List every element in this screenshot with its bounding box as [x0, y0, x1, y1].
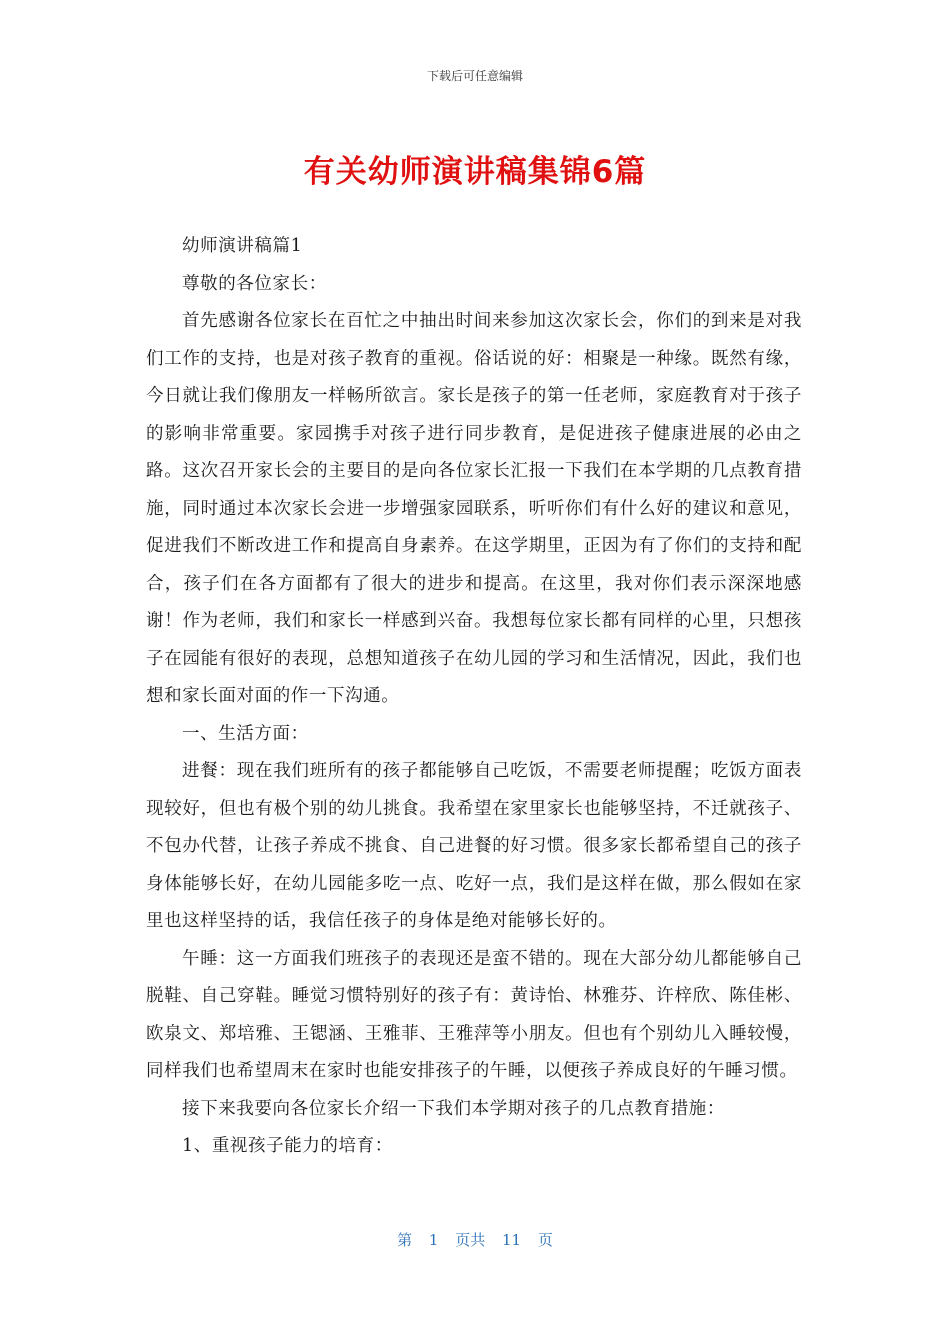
- body-paragraph: 午睡：这一方面我们班孩子的表现还是蛮不错的。现在大部分幼儿都能够自己脱鞋、自己穿鞋。睡觉习惯特别好的孩子有：黄诗怡、林雅芬、许梓欣、陈佳彬、欧泉文、郑培雅、王锶涵、王雅菲、王雅萍等小朋友。但也有个别幼儿入睡较慢，同样我们也希望周末在家时也能安排孩子的午睡，以便孩子养成良好的午睡习惯。: [146, 948, 802, 1081]
- list-heading: 1、重视孩子能力的培育：: [182, 1136, 393, 1156]
- footer-total-label: 页共: [455, 1231, 486, 1249]
- page-footer: [0, 1229, 950, 1250]
- section-heading: 幼师演讲稿篇1: [182, 236, 303, 256]
- document-title: 有关幼师演讲稿集锦6篇: [303, 154, 647, 190]
- header-note: 下载后可任意编辑: [426, 69, 523, 83]
- footer-page-label: 第: [397, 1231, 413, 1249]
- footer-page-suffix: 页: [537, 1231, 553, 1249]
- subsection-heading: 一、生活方面：: [182, 723, 309, 744]
- body-paragraph: 接下来我要向各位家长介绍一下我们本学期对孩子的几点教育措施：: [182, 1098, 725, 1119]
- salutation: 尊敬的各位家长：: [182, 273, 327, 294]
- body-paragraph: 首先感谢各位家长在百忙之中抽出时间来参加这次家长会，你们的到来是对我们工作的支持，也是对孩子教育的重视。俗话说的好：相聚是一种缘。既然有缘，今日就让我们像朋友一样畅所欲言。家长是孩子的第一任老师，家庭教育对于孩子的影响非常重要。家园携手对孩子进行同步教育，是促进孩子健康进展的必由之路。这次召开家长会的主要目的是向各位家长汇报一下我们在本学期的几点教育措施，同时通过本次家长会进一步增强家园联系，听听你们有什么好的建议和意见，促进我们不断改进工作和提高自身素养。在这学期里，正因为有了你们的支持和配合，孩子们在各方面都有了很大的进步和提高。在这里，我对你们表示深深地感谢！作为老师，我们和家长一样感到兴奋。我想每位家长都有同样的心里，只想孩子在园能有很好的表现，总想知道孩子在幼儿园的学习和生活情况，因此，我们也想和家长面对面的作一下沟通。: [146, 311, 802, 706]
- footer-total-pages: 11: [502, 1231, 522, 1249]
- document-body: [146, 228, 802, 1166]
- footer-page-number: 1: [428, 1231, 439, 1249]
- body-paragraph: 进餐：现在我们班所有的孩子都能够自己吃饭，不需要老师提醒；吃饭方面表现较好，但也有极个别的幼儿挑食。我希望在家里家长也能够坚持，不迁就孩子、不包办代替，让孩子养成不挑食、自己进餐的好习惯。很多家长都希望自己的孩子身体能够长好，在幼儿园能多吃一点、吃好一点，我们是这样在做，那么假如在家里也这样坚持的话，我信任孩子的身体是绝对能够长好的。: [146, 761, 802, 931]
